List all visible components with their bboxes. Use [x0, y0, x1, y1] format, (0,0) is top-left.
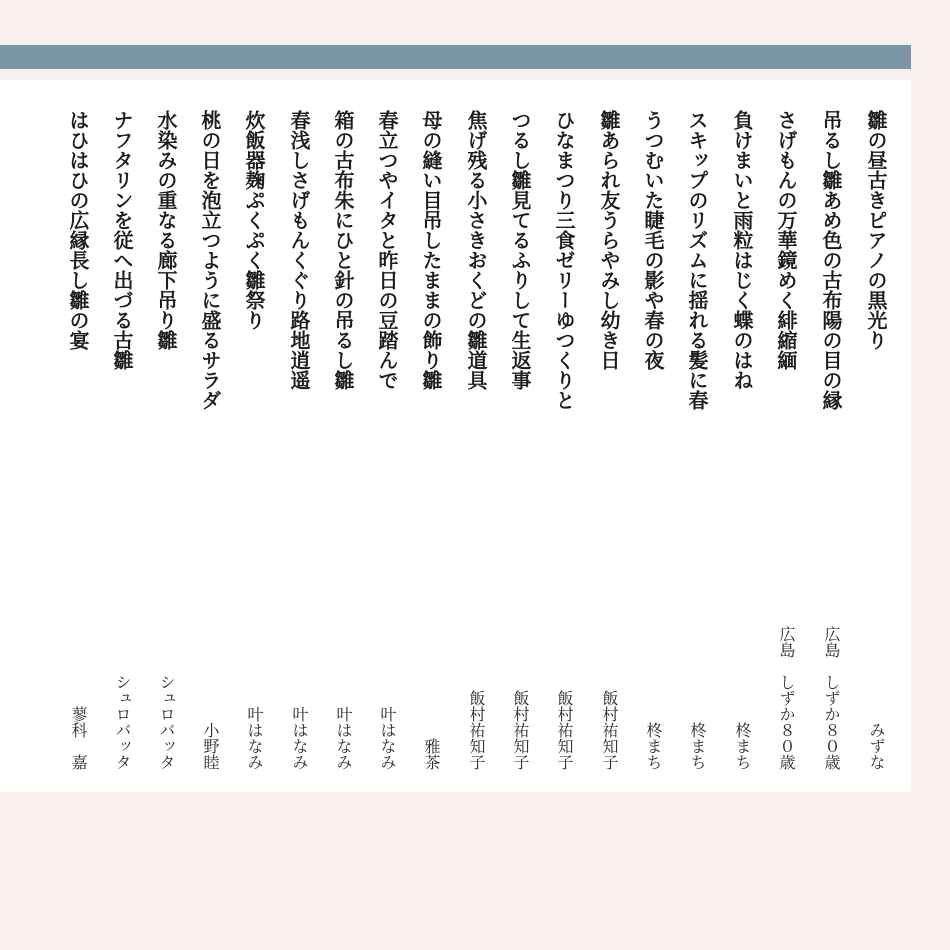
poem-verse: うつむいた睫毛の影や春の夜: [641, 110, 665, 370]
poem: [241, 110, 267, 770]
poem-author: 飯村祐知子: [511, 690, 530, 770]
poem: [418, 110, 444, 770]
poem-verse: 春立つやイタと昨日の豆踏んで: [375, 110, 399, 390]
poem-author: シュロバッタ: [157, 674, 176, 770]
poem-verse: ナフタリンを従へ出づる古雛: [110, 110, 134, 370]
poem: [773, 110, 799, 770]
poem-verse: 春浅しさげもんくぐり路地逍遥: [287, 110, 311, 390]
poem: [729, 110, 755, 770]
poem-verse: 桃の日を泡立つように盛るサラダ: [198, 110, 222, 410]
poem: [551, 110, 577, 770]
poem-verse: 負けまいと雨粒はじく蝶のはね: [730, 110, 754, 390]
poem-author: 広島 しずか８０歳: [822, 626, 841, 770]
poem-verse: さげもんの万華鏡めく緋縮緬: [774, 110, 798, 370]
poem-author: シュロバッタ: [113, 674, 132, 770]
poem-author: みずな: [867, 722, 886, 770]
poem-author: 叶はなみ: [378, 706, 397, 770]
poem-author: 叶はなみ: [245, 706, 264, 770]
poem: [109, 110, 135, 770]
poem-author: 叶はなみ: [334, 706, 353, 770]
poem: [286, 110, 312, 770]
poem: [374, 110, 400, 770]
poem: [863, 110, 889, 770]
poem: [153, 110, 179, 770]
poem-verse: 吊るし雛あめ色の古布陽の目の縁: [819, 110, 843, 410]
poem-verse: 水染みの重なる廊下吊り雛: [154, 110, 178, 350]
poem: [684, 110, 710, 770]
poem: [818, 110, 844, 770]
poem: [507, 110, 533, 770]
poem: [197, 110, 223, 770]
poem: [596, 110, 622, 770]
poem-author: 柊まち: [733, 722, 752, 770]
poem-author: 小野睦: [201, 722, 220, 770]
poem-verse: スキップのリズムに揺れる髪に春: [685, 110, 709, 410]
poem-verse: つるし雛見てるふりして生返事: [508, 110, 532, 390]
poem-author: 叶はなみ: [290, 706, 309, 770]
poem-verse: 炊飯器麹ぷくぷく雛祭り: [242, 110, 266, 330]
poem-verse: 焦げ残る小さきおくどの雛道具: [464, 110, 488, 390]
poem-author: 雅茶: [422, 738, 441, 770]
poem: [330, 110, 356, 770]
poem-author: 飯村祐知子: [600, 690, 619, 770]
poem-author: 広島 しずか８０歳: [777, 626, 796, 770]
poem-author: 柊まち: [644, 722, 663, 770]
poem-author: 飯村祐知子: [555, 690, 574, 770]
poem-author: 蓼科 嘉: [69, 706, 88, 770]
poem-verse: はひはひの広縁長し雛の宴: [66, 110, 90, 350]
poem-verse: 雛あられ友うらやみし幼き日: [597, 110, 621, 370]
poem-verse: ひなまつり三食ゼリーゆつくりと: [552, 110, 576, 410]
poem-author: 柊まち: [688, 722, 707, 770]
poem-author: 飯村祐知子: [467, 690, 486, 770]
poem-verse: 雛の昼古きピアノの黒光り: [864, 110, 888, 350]
poem-verse: 母の縫い目吊したままの飾り雛: [419, 110, 443, 390]
poem: [65, 110, 91, 770]
poem: [463, 110, 489, 770]
poem-verse: 箱の古布朱にひと針の吊るし雛: [331, 110, 355, 390]
header-bar: [0, 45, 911, 69]
poem: [640, 110, 666, 770]
